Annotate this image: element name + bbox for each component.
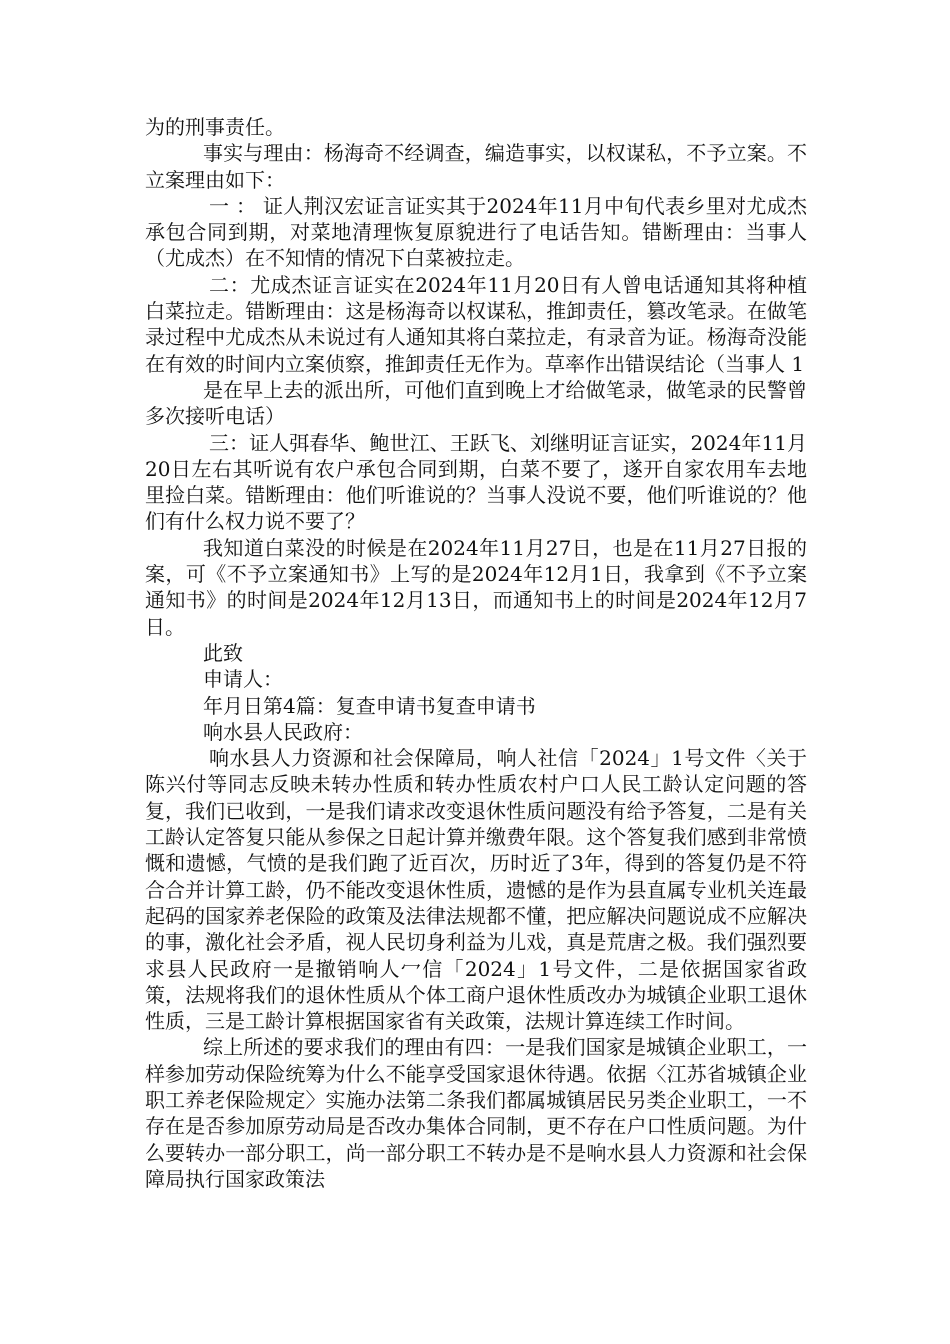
paragraph: 是在早上去的派出所，可他们直到晚上才给做笔录，做笔录的民警曾多次接听电话） xyxy=(145,377,807,429)
closing-salutation: 此致 xyxy=(203,640,243,665)
paragraph: 事实与理由：杨海奇不经调查，编造事实，以权谋私，不予立案。不立案理由如下： xyxy=(145,141,807,192)
paragraph: 二：尤成杰证言证实在2024年11月20日有人曾电话通知其将种植白菜拉走。错断理由：这是杨海奇以权谋私，推卸责任，篡改笔录。在做笔录过程中尤成杰从未说过有人通知其将白菜拉走，有录音为证。杨海奇没能在有效的时间内立案侦察，推卸责任无作为。草率作出错误结论（当事人 1 xyxy=(145,272,807,376)
paragraph: 综上所述的要求我们的理由有四：一是我们国家是城镇企业职工，一样参加劳动保险统筹为什么不能享受国家退休待遇。依据〈江苏省城镇企业职工养老保险规定〉实施办法第二条我们都属城镇居民另类企业职工，一不存在是否参加原劳动局是否改办集体合同制，更不存在户口性质问题。为什么要转办一部分职工，尚一部分职工不转办是不是响水县人力资源和社会保障局执行国家政策法 xyxy=(145,1035,807,1191)
addressee: 响水县人民政府： xyxy=(203,719,363,744)
document-body xyxy=(145,114,807,1192)
paragraph: 为的刑事责任。 xyxy=(145,115,285,139)
paragraph: 响水县人力资源和社会保障局，响人社信「2024」1号文件〈关于陈兴付等同志反映未转办性质和转办性质农村户口人民工龄认定问题的答复，我们已收到，一是我们请求改变退休性质问题没有给予答复，二是有关工龄认定答复只能从参保之日起计算并缴费年限。这个答复我们感到非常愤慨和遗憾，气愤的是我们跑了近百次，历时近了3年，得到的答复仍是不符合合并计算工龄，仍不能改变退休性质，遗憾的是作为县直属专业机关连最起码的国家养老保险的政策及法律法规都不懂，把应解决问题说成不应解决的事，激化社会矛盾，视人民切身利益为儿戏，真是荒唐之极。我们强烈要求县人民政府一是撤销响人冖信「2024」1号文件，二是依据国家省政策，法规将我们的退休性质从个体工商户退休性质改办为城镇企业职工退休性质，三是工龄计算根据国家省有关政策，法规计算连续工作时间。 xyxy=(145,746,807,1034)
applicant-label: 申请人： xyxy=(203,667,283,692)
paragraph: 我知道白菜没的时候是在2024年11月27日，也是在11月27日报的案，可《不予立案通知书》上写的是2024年12月1日，我拿到《不予立案通知书》的时间是2024年12月13日，而通知书上的时间是2024年12月7日。 xyxy=(145,535,807,639)
paragraph: 一 ： 证人荆汉宏证言证实其于2024年11月中旬代表乡里对尤成杰承包合同到期，对菜地清理恢复原貌进行了电话告知。错断理由：当事人（尤成杰）在不知情的情况下白菜被拉走。 xyxy=(145,193,807,271)
paragraph: 三：证人弭春华、鲍世江、王跃飞、刘继明证言证实，2024年11月20日左右其听说有农户承包合同到期，白菜不要了，遂开自家农用车去地里捡白菜。错断理由：他们听谁说的？当事人没说不要，他们听谁说的？他们有什么权力说不要了？ xyxy=(145,430,807,534)
section-heading: 年月日第4篇：复查申请书复查申请书 xyxy=(203,693,536,718)
